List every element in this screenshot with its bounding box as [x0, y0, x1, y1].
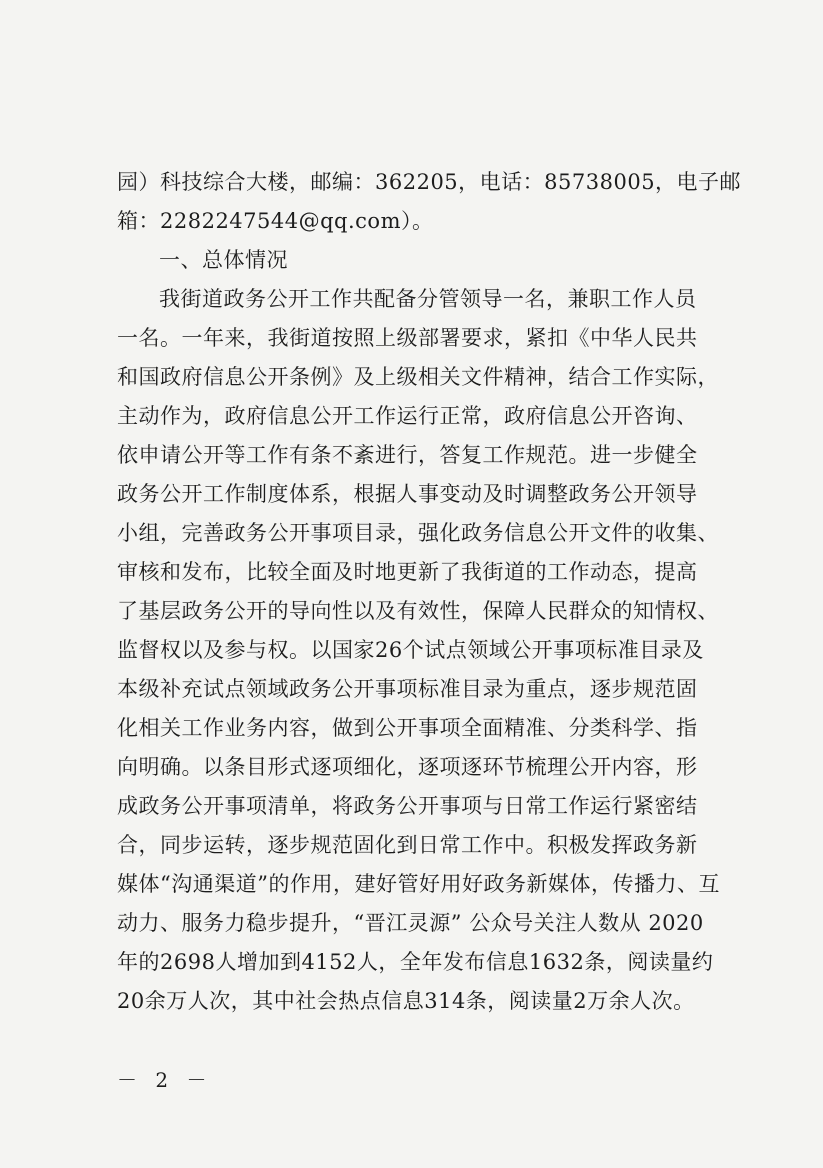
paragraph-line-17: 动力、服务力稳步提升，“晋江灵源” 公众号关注人数从 2020 — [117, 911, 704, 935]
paragraph-line-9: 了基层政务公开的导向性以及有效性，保障人民群众的知情权、 — [117, 599, 719, 623]
section-heading: 一、总体情况 — [159, 248, 288, 272]
paragraph-line-1: 我街道政务公开工作共配备分管领导一名，兼职工作人员 — [159, 287, 697, 311]
paragraph-line-7: 小组，完善政务公开事项目录，强化政务信息公开文件的收集、 — [117, 521, 719, 545]
paragraph-line-19: 20余万人次，其中社会热点信息314条，阅读量2万余人次。 — [117, 989, 695, 1013]
text-line-1: 园）科技综合大楼，邮编：362205，电话：85738005，电子邮 — [117, 170, 742, 194]
paragraph-line-10: 监督权以及参与权。以国家26个试点领域公开事项标准目录及 — [117, 638, 704, 662]
paragraph-line-2: 一名。一年来，我街道按照上级部署要求，紧扣《中华人民共 — [117, 326, 698, 350]
paragraph-line-16: 媒体“沟通渠道”的作用，建好管好用好政务新媒体，传播力、互 — [117, 872, 720, 896]
paragraph-line-15: 合，同步运转，逐步规范固化到日常工作中。积极发挥政务新 — [117, 833, 698, 857]
paragraph-line-5: 依申请公开等工作有条不紊进行，答复工作规范。进一步健全 — [117, 443, 698, 467]
paragraph-line-6: 政务公开工作制度体系，根据人事变动及时调整政务公开领导 — [117, 482, 698, 506]
paragraph-line-8: 审核和发布，比较全面及时地更新了我街道的工作动态，提高 — [117, 560, 698, 584]
page-number: － 2 － — [117, 1068, 213, 1092]
paragraph-line-11: 本级补充试点领域政务公开事项标准目录为重点，逐步规范固 — [117, 677, 698, 701]
paragraph-line-18: 年的2698人增加到4152人，全年发布信息1632条，阅读量约 — [117, 950, 714, 974]
paragraph-line-13: 向明确。以条目形式逐项细化，逐项逐环节梳理公开内容，形 — [117, 755, 698, 779]
paragraph-line-14: 成政务公开事项清单，将政务公开事项与日常工作运行紧密结 — [117, 794, 698, 818]
paragraph-line-3: 和国政府信息公开条例》及上级相关文件精神，结合工作实际， — [117, 365, 719, 389]
text-line-2: 箱：2282247544@qq.com）。 — [117, 209, 434, 233]
paragraph-line-12: 化相关工作业务内容，做到公开事项全面精准、分类科学、指 — [117, 716, 698, 740]
paragraph-line-4: 主动作为，政府信息公开工作运行正常，政府信息公开咨询、 — [117, 404, 698, 428]
